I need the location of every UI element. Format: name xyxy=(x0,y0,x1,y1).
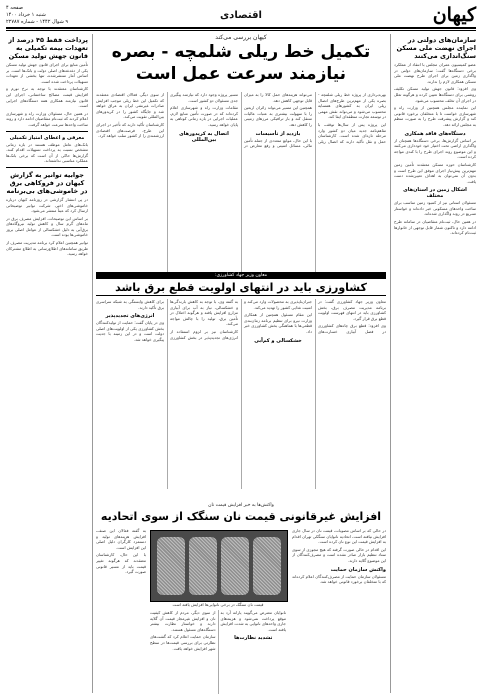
subheading: معرفی و اعطای امتیاز تکمیلی xyxy=(9,134,85,141)
paragraph: به گفته وی، با توجه به کاهش بارندگی‌ها و خشکسالی، نیاز به آب برای آبیاری مزارع افزایش یافته و هرگونه اختلال در تأمین برق، تولید را با چالش مواجه می‌کند. xyxy=(170,299,238,327)
paragraph: این نماینده مجلس همچنین از وزارت راه و شهرسازی خواست تا با متخلفان برخورد قانونی کند و گزارش پیشرفت طرح را به صورت منظم به مجلس ارائه دهد. xyxy=(394,105,476,127)
subheading: خشکسالی و کم‌آبی xyxy=(254,337,302,344)
right-column xyxy=(394,34,476,694)
paragraph: کارشناسان حوزه مسکن معتقدند تأمین زمین مهم‌ترین پیش‌نیاز اجرای موفق این طرح است و بدون آن نمی‌توان به اهداف تعیین‌شده دست یافت. xyxy=(394,161,476,184)
left-column xyxy=(6,34,88,694)
lead-headline xyxy=(96,41,386,85)
masthead-rule-thin xyxy=(6,30,476,31)
paragraph: کارشناسان نیز بر لزوم استفاده از انرژی‌های تجدیدپذیر در بخش کشاورزی برای کاهش وابستگی به شبکه سراسری برق تأکید دارند. xyxy=(96,299,238,340)
paragraph: بر اساس گزارش‌ها، برخی دستگاه‌ها همچنان از واگذاری اراضی تحت اختیار خود خودداری می‌کنند و این موضوع روند اجرای طرح را با کندی مواجه کرده است. xyxy=(394,137,476,160)
bread-photo xyxy=(150,530,288,602)
paragraph: با این حال، کارشناسان معتقدند که هرگونه تغییر قیمت باید از مسیر قانونی صورت گیرد. xyxy=(96,552,146,575)
subheading: تشدید نظارت‌ها xyxy=(234,635,273,642)
bread-kicker: واکنش‌ها به خبر افزایش قیمت نان xyxy=(208,503,274,508)
paragraph: به گفته فعالان این صنف، افزایش هزینه‌های تولید و دستمزد کارگران دلیل اصلی این افزایش است. xyxy=(96,528,146,550)
paragraph: تأمین منابع برای اجرای قانون جهش تولید مسکن یکی از دغدغه‌های اصلی دولت و بانک‌ها است. بر اساس آمار منتشرشده، تنها بخشی از تعهدات تسهیلات پرداخت شده است. xyxy=(6,62,88,84)
bread-body-right xyxy=(292,528,386,694)
power-kicker: معاون وزیر جهاد کشاورزی: xyxy=(96,272,386,279)
paragraph: بر اساس این توضیحات، افزایش مصرف برق در ماه‌های گرم سال و کاهش تولید نیروگاه‌های برق‌آبی به دلیل خشکسالی از عوامل اصلی بروز خاموشی‌ها بوده است. xyxy=(6,215,88,238)
paragraph: مقامات وزارت راه و شهرسازی اعلام کرده‌اند که در صورت تأمین منابع لازم، عملیات اجرایی در بازه زمانی کوتاهی به پایان خواهد رسید. xyxy=(170,105,238,127)
lead-kicker: کیهان بررسی می‌کند xyxy=(215,34,267,41)
paragraph: مسئولان سازمان حمایت از مصرف‌کنندگان اعلام کرده‌اند که با متخلفان برخورد قانونی خواهد شد. xyxy=(292,573,386,585)
paragraph: این مقام مسئول همچنین از همکاری وزارت نیرو برای تنظیم برنامه زمان‌بندی قطعی‌ها با هماهنگی بخش کشاورزی خبر داد. xyxy=(244,312,312,334)
paragraph: وی افزود: قانون جهش تولید مسکن تکلیف روشنی برای دستگاه‌ها تعیین کرده و هرگونه تعلل در اجرای آن تخلف محسوب می‌شود. xyxy=(394,86,476,103)
left-column-headline: پرداخت فقط ۴۵ درصد از تعهدات بیمه تکمیلی به قانون جهش تولید مسکن xyxy=(8,36,88,60)
paragraph: عضو کمیسیون عمران مجلس با انتقاد از عملکرد برخی دستگاه‌ها گفت: سازمان‌های دولتی در واگذاری زمین برای اجرای طرح نهضت ملی مسکن همکاری لازم را ندارند. xyxy=(394,62,476,84)
subheading: اشکال زمین در استان‌های مختلف xyxy=(403,187,467,200)
lead-body xyxy=(96,92,386,272)
subheading: اتصال به کریدورهای بین‌المللی xyxy=(179,130,229,143)
bread-body-left xyxy=(96,528,146,694)
paragraph: وی افزود: قطع برق چاه‌های کشاورزی در فصل آبیاری خسارت‌های جبران‌ناپذیری به محصولات وارد می‌کند و امنیت غذایی کشور را تهدید می‌کند. xyxy=(244,299,386,334)
divider xyxy=(6,131,88,132)
masthead xyxy=(6,4,476,26)
paragraph: معاون وزیر جهاد کشاورزی گفت: در برنامه مدیریت مصرف برق، بخش کشاورزی باید در انتهای فهرست اولویت قطع برق قرار گیرد. xyxy=(318,299,386,321)
bread-loaf-image xyxy=(221,537,249,595)
paragraph: با این حال، موانع متعددی از جمله تأمین مالی، مسائل امنیتی و رفع معارض در مسیر پروژه وجود دارد که نیازمند پیگیری جدی مسئولان دو کشور است. xyxy=(170,92,312,149)
power-headline: کشاورزی باید در انتهای اولویت قطع برق باشد xyxy=(96,281,386,296)
paragraph: سازمان حمایت اعلام کرد که گشت‌های نظارتی برای بررسی قیمت‌ها در سطح شهر افزایش خواهد یافت. xyxy=(150,634,216,651)
paragraph: در حالی که بر اساس مصوبات، قیمت نان در سال جاری افزایش نیافته است، اتحادیه نانوایان سنگکی تهران اقدام به افزایش قیمت این نوع نان کرده است. xyxy=(292,528,386,545)
subheading: بازدید از تأسیسات xyxy=(255,130,301,137)
right-column-headline: سازمان‌های دولتی در اجرای نهضت ملی مسکن سنگ‌اندازی می‌کنند xyxy=(396,36,476,60)
paragraph: این اقدام در حالی صورت گرفته که هیچ مجوزی از سوی ستاد تنظیم بازار صادر نشده است و مصرف‌کنندگان از این موضوع گلایه دارند. xyxy=(292,546,386,563)
subheading: انرژی‌های تجدیدپذیر xyxy=(105,313,155,320)
lead-headline-line-1: تکمیل خط ریلی شلمچه - بصره xyxy=(111,42,371,62)
paragraph: از سوی دیگر، مردم از کاهش کیفیت نان و افزایش غیرمجاز قیمت آن گلایه دارند و خواستار نظارت بیشتر دستگاه‌های مسئول هستند. xyxy=(150,610,216,632)
left-column-headline-2: جوابیه توانیر به گزارش کیهان در فروکاهی برق در خاموشی‌های بی‌برنامه xyxy=(6,170,88,195)
bread-body-bottom xyxy=(150,610,286,694)
column-divider xyxy=(390,34,391,693)
page-number: صفحه ۴ xyxy=(6,4,23,11)
power-body xyxy=(96,299,386,489)
paragraph: توانیر همچنین اعلام کرد برنامه مدیریت مصرف از طریق سامانه‌های اطلاع‌رسانی به اطلاع مشترکان خواهد رسید. xyxy=(6,240,88,257)
section-title: اقتصادی xyxy=(220,9,262,21)
paragraph: بهره‌برداری از پروژه خط ریلی شلمچه - بصره یکی از مهم‌ترین طرح‌های اتصال ریلی ایران به کشورهای همسایه محسوب می‌شود و می‌تواند نقش مهمی در توسعه تجارت منطقه‌ای ایفا کند. xyxy=(318,92,386,120)
lead-headline-line-2: نیازمند سرعت عمل است xyxy=(135,64,347,84)
paragraph: بانک‌های عامل موظف هستند در بازه زمانی مشخص نسبت به پرداخت تسهیلات اقدام کنند. گزارش‌ها حاکی از آن است که برخی بانک‌ها عملکرد مناسبی نداشته‌اند. xyxy=(6,141,88,164)
subheading: واکنش سازمان حمایت xyxy=(330,566,386,573)
paragraph: در پی انتشار گزارشی در روزنامه کیهان درباره خاموشی‌های اخیر، شرکت توانیر توضیحاتی ارسال کرد که عیناً منتشر می‌شود. xyxy=(6,196,88,214)
paragraph: مسئولان استانی نیز از کمبود زمین مناسب برای ساخت واحدهای مسکونی خبر داده‌اند و خواستار تسریع در روند واگذاری شده‌اند. xyxy=(394,200,476,217)
subheading: دستگاه‌های فاقد همکاری xyxy=(404,130,466,137)
paragraph: کارشناسان تأکید دارند که تأخیر در اجرای این طرح، فرصت‌های اقتصادی ارزشمندی را از کشور سلب خواهد کرد. xyxy=(96,121,164,139)
bread-loaf-image xyxy=(157,537,185,595)
bread-loaf-image xyxy=(189,537,217,595)
paragraph: از سوی دیگر، فعالان اقتصادی معتقدند که تکمیل این خط ریلی موجب افزایش صادرات غیرنفتی ایران به عراق خواهد شد و جایگاه کشور را در کریدورهای بین‌المللی تقویت می‌کند. xyxy=(96,92,164,120)
newspaper-logo: کیهان xyxy=(432,4,476,26)
issue-number: ۹ شوال ۱۴۴۲ - شماره ۲۲۷۸۷ xyxy=(6,18,69,25)
paragraph: در همین حال، ثبت‌نام متقاضیان در سامانه طرح ادامه دارد و تاکنون شمار قابل توجهی از خانوارها ثبت‌نام کرده‌اند. xyxy=(394,219,476,236)
photo-caption: قیمت نان سنگک در برخی نانوایی‌ها افزایش یافته است xyxy=(172,602,264,607)
paragraph: این پروژه پس از سال‌ها توقف، با تفاهم‌نامه جدید میان دو کشور وارد مرحله تازه‌ای شده است. کارشناسان حمل و نقل تأکید دارند که اتصال ریلی می‌تواند هزینه‌های حمل کالا را به میزان قابل توجهی کاهش دهد. xyxy=(244,92,386,144)
paragraph: نانوایان معترض می‌گویند یارانه آرد به موقع پرداخت نمی‌شود و هزینه‌های جاری واحدهای نانوایی به شدت افزایش یافته است. xyxy=(220,610,286,632)
divider xyxy=(6,167,88,168)
masthead-rule xyxy=(6,27,476,29)
paragraph: کارشناسان معتقدند با توجه به نرخ تورم و افزایش قیمت مصالح ساختمانی، اجرای این قانون نیازمند همکاری همه دستگاه‌های اجرایی است. xyxy=(6,86,88,109)
paragraph: همچنین این مسیر می‌تواند زائران اربعین را با سهولت بیشتری به عتبات عالیات منتقل کند و بار ترافیکی مرزهای زمینی را کاهش دهد. xyxy=(244,105,312,127)
bread-headline: افزایش غیرقانونی قیمت نان سنگک از سوی اتحادیه xyxy=(100,510,382,523)
bread-loaf-image xyxy=(253,537,281,595)
column-divider xyxy=(92,34,93,693)
paragraph: در همین حال، مسئولان وزارت راه و شهرسازی اعلام کردند که ثبت‌نام متقاضیان ادامه دارد و روند ساخت واحدها سرعت خواهد گرفت. xyxy=(6,110,88,127)
date-line: شنبه ۱ خرداد ۱۴۰۰ xyxy=(6,11,46,18)
paragraph: وی در پایان گفت: حمایت از تولیدکنندگان بخش کشاورزی یکی از اولویت‌های اصلی دولت است و در این زمینه با جدیت پیگیری خواهد شد. xyxy=(96,320,164,342)
